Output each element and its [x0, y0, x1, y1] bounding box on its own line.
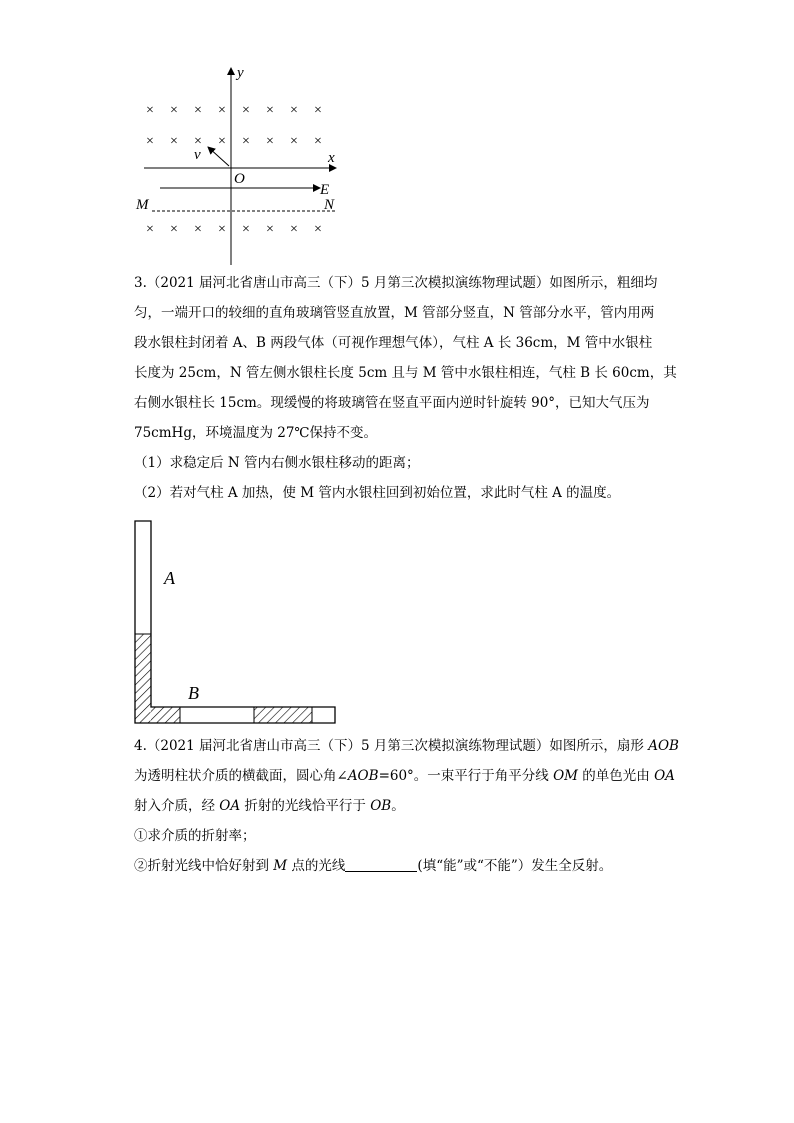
cross-mark: × — [146, 103, 154, 118]
cross-mark: × — [242, 134, 250, 149]
cross-mark: × — [194, 222, 202, 237]
mercury-column-n-right — [254, 708, 312, 723]
cross-mark: × — [170, 134, 178, 149]
cross-mark: × — [290, 222, 298, 237]
answer-blank[interactable] — [345, 857, 417, 872]
cross-mark: × — [242, 103, 250, 118]
q3-line: 段水银柱封闭着 A、B 两段气体（可视作理想气体），气柱 A 长 36cm，M 管中水银柱 — [134, 335, 653, 351]
label-m: M — [136, 197, 149, 213]
glass-tube-diagram — [132, 518, 342, 728]
q4-sub1: ①求介质的折射率； — [134, 828, 256, 844]
cross-mark: × — [194, 103, 202, 118]
mercury-column-m — [136, 634, 151, 723]
label-b: B — [188, 683, 199, 703]
label-e: E — [320, 182, 330, 198]
label-a: A — [164, 568, 175, 588]
q3-line: 匀，一端开口的较细的直角玻璃管竖直放置，M 管部分竖直，N 管部分水平，管内用两 — [134, 305, 655, 321]
cross-mark: × — [170, 103, 178, 118]
q4-line3: 射入介质，经 OA 折射的光线恰平行于 OB。 — [134, 798, 405, 814]
cross-mark: × — [314, 222, 322, 237]
cross-mark: × — [146, 134, 154, 149]
cross-mark: × — [170, 222, 178, 237]
label-o: O — [234, 171, 245, 187]
cross-mark: × — [218, 134, 226, 149]
cross-mark: × — [218, 222, 226, 237]
q3-line: 3.（2021 届河北省唐山市高三（下）5 月第三次模拟演练物理试题）如图所示，粗细均 — [134, 275, 658, 291]
cross-mark: × — [314, 103, 322, 118]
q3-line: 75cmHg，环境温度为 27℃保持不变。 — [134, 425, 378, 441]
cross-mark: × — [146, 222, 154, 237]
cross-mark: × — [218, 103, 226, 118]
cross-mark: × — [266, 134, 274, 149]
tube-outline — [135, 521, 335, 723]
q4-line2: 为透明柱状介质的横截面，圆心角∠AOB=60°。一束平行于角平分线 OM 的单色光由 OA — [134, 768, 675, 784]
label-x: x — [328, 150, 335, 166]
magnetic-field-crosses — [146, 103, 322, 237]
cross-mark: × — [242, 222, 250, 237]
q3-line: 长度为 25cm，N 管左侧水银柱长度 5cm 且与 M 管中水银柱相连，气柱 B 长 60cm，其 — [134, 365, 677, 381]
cross-mark: × — [266, 222, 274, 237]
cross-mark: × — [290, 134, 298, 149]
q4-line1: 4.（2021 届河北省唐山市高三（下）5 月第三次模拟演练物理试题）如图所示，扇形 AOB — [134, 738, 679, 754]
velocity-arrow — [208, 147, 229, 166]
q3-sub2: （2）若对气柱 A 加热，使 M 管内水银柱回到初始位置，求此时气柱 A 的温度。 — [134, 485, 621, 501]
q3-sub1: （1）求稳定后 N 管内右侧水银柱移动的距离； — [134, 455, 420, 471]
label-y: y — [237, 65, 244, 81]
label-v: v — [194, 147, 201, 163]
cross-mark: × — [290, 103, 298, 118]
field-diagram — [130, 60, 350, 270]
mercury-column-n-left — [151, 708, 180, 723]
q3-line: 右侧水银柱长 15cm。现缓慢的将玻璃管在竖直平面内逆时针旋转 90°，已知大气压为 — [134, 395, 650, 411]
label-n: N — [324, 197, 335, 213]
cross-mark: × — [266, 103, 274, 118]
cross-mark: × — [194, 134, 202, 149]
question-3 — [134, 268, 677, 508]
cross-mark: × — [314, 134, 322, 149]
question-4 — [134, 731, 679, 881]
q4-sub2: ②折射光线中恰好射到 M 点的光线 (填“能”或“不能”）发生全反射。 — [134, 858, 613, 874]
